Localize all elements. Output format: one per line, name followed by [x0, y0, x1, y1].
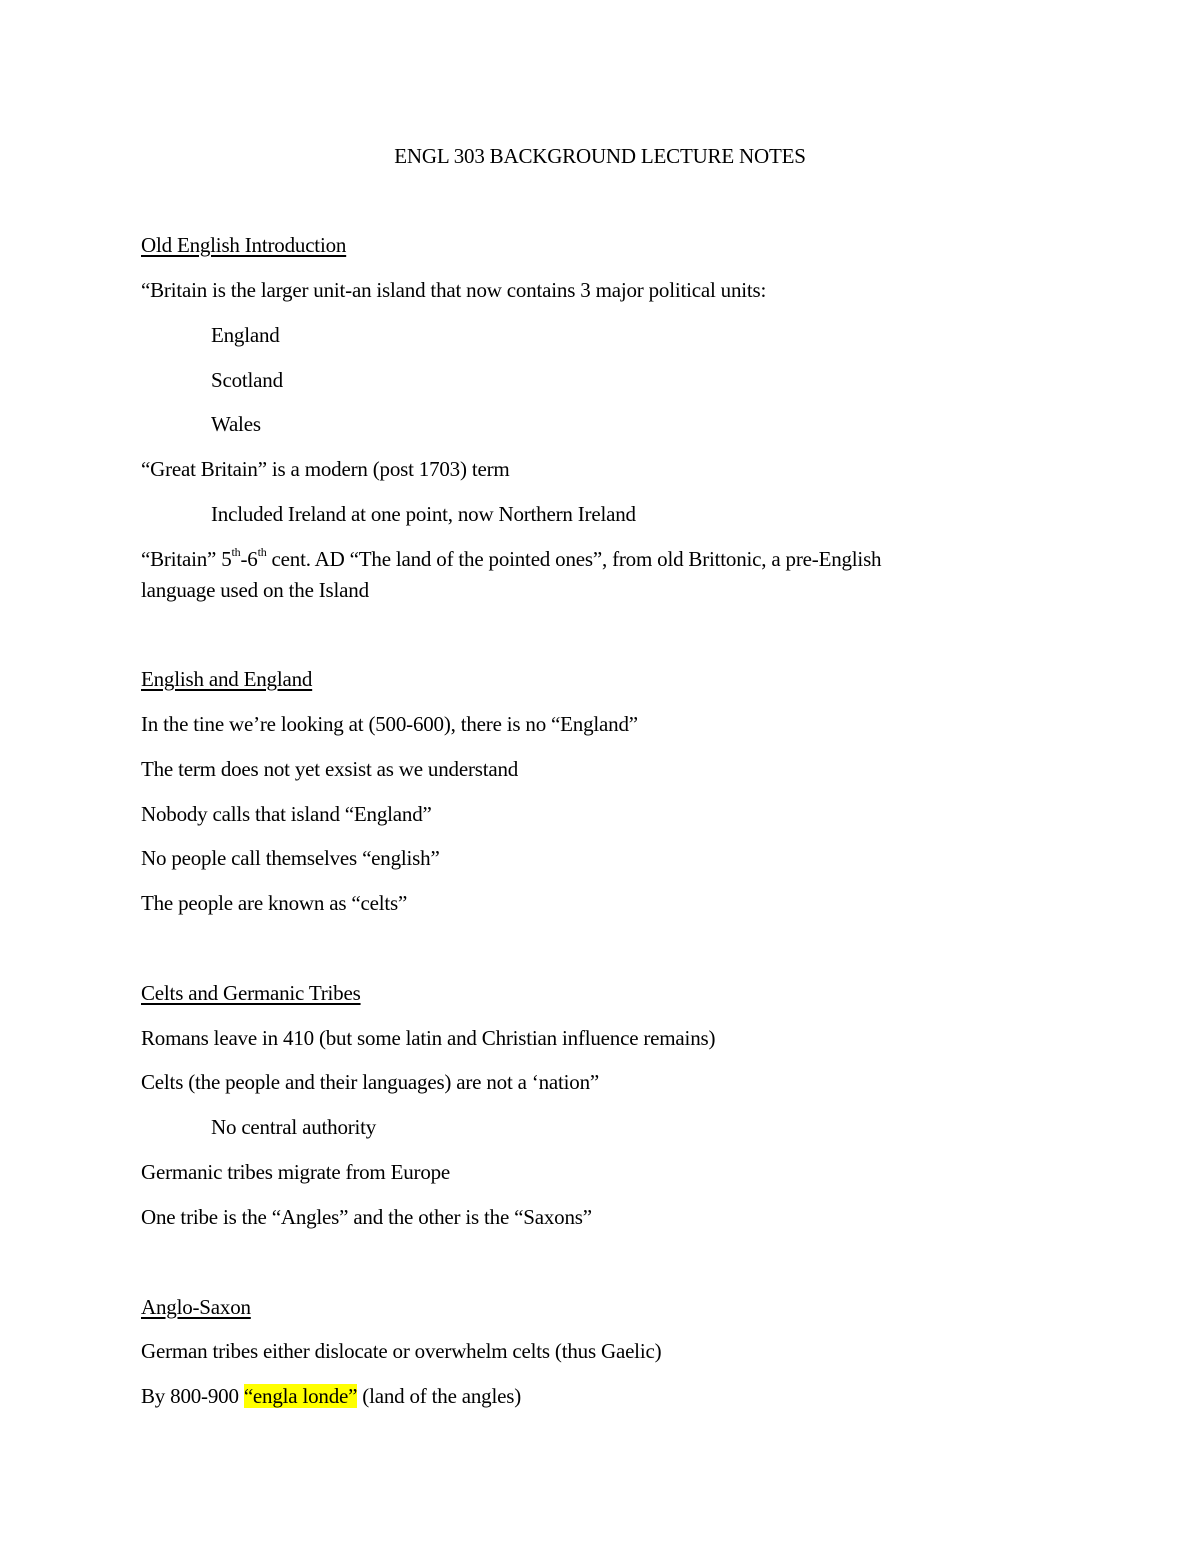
- english-england-line-3: Nobody calls that island “England”: [141, 802, 432, 826]
- unit-england: England: [211, 323, 280, 347]
- central-authority-line: No central authority: [211, 1115, 377, 1139]
- britain-origin-pre: “Britain” 5: [141, 547, 232, 571]
- ireland-note-line: Included Ireland at one point, now Northern Ireland: [211, 502, 636, 526]
- english-england-line-4: No people call themselves “english”: [141, 846, 440, 870]
- heading-old-english-introduction: Old English Introduction: [141, 233, 347, 257]
- migrate-line: Germanic tribes migrate from Europe: [141, 1160, 451, 1184]
- heading-celts-and-germanic-tribes: Celts and Germanic Tribes: [141, 981, 361, 1005]
- tribes-line: One tribe is the “Angles” and the other is the “Saxons”: [141, 1205, 592, 1229]
- heading-anglo-saxon: Anglo-Saxon: [141, 1295, 251, 1319]
- unit-scotland: Scotland: [211, 368, 283, 392]
- britain-quote-line: “Britain is the larger unit-an island that now contains 3 major political units:: [141, 278, 767, 302]
- superscript-th: th: [257, 545, 267, 559]
- celts-line: Celts (the people and their languages) are not a ‘nation”: [141, 1070, 600, 1094]
- britain-origin-mid: -6: [240, 547, 258, 571]
- page-title: ENGL 303 BACKGROUND LECTURE NOTES: [394, 144, 806, 168]
- unit-wales: Wales: [211, 412, 261, 436]
- highlighted-text: “engla londe”: [243, 1384, 358, 1408]
- britain-origin-line: [141, 545, 881, 573]
- great-britain-line: “Great Britain” is a modern (post 1703) term: [141, 457, 510, 481]
- engla-londe-line: [141, 1382, 521, 1410]
- romans-line: Romans leave in 410 (but some latin and Christian influence remains): [141, 1026, 716, 1050]
- engla-londe-post: (land of the angles): [357, 1384, 521, 1408]
- britain-origin-post: cent. AD “The land of the pointed ones”, from old Brittonic, a pre-English: [266, 547, 882, 571]
- english-england-line-5: The people are known as “celts”: [141, 891, 408, 915]
- britain-origin-continuation: language used on the Island: [141, 578, 369, 602]
- heading-english-and-england: English and England: [141, 667, 313, 691]
- engla-londe-pre: By 800-900: [141, 1384, 244, 1408]
- english-england-line-1: In the tine we’re looking at (500-600), there is no “England”: [141, 712, 638, 736]
- superscript-th: th: [231, 545, 241, 559]
- german-tribes-line: German tribes either dislocate or overwhelm celts (thus Gaelic): [141, 1339, 662, 1363]
- english-england-line-2: The term does not yet exsist as we understand: [141, 757, 519, 781]
